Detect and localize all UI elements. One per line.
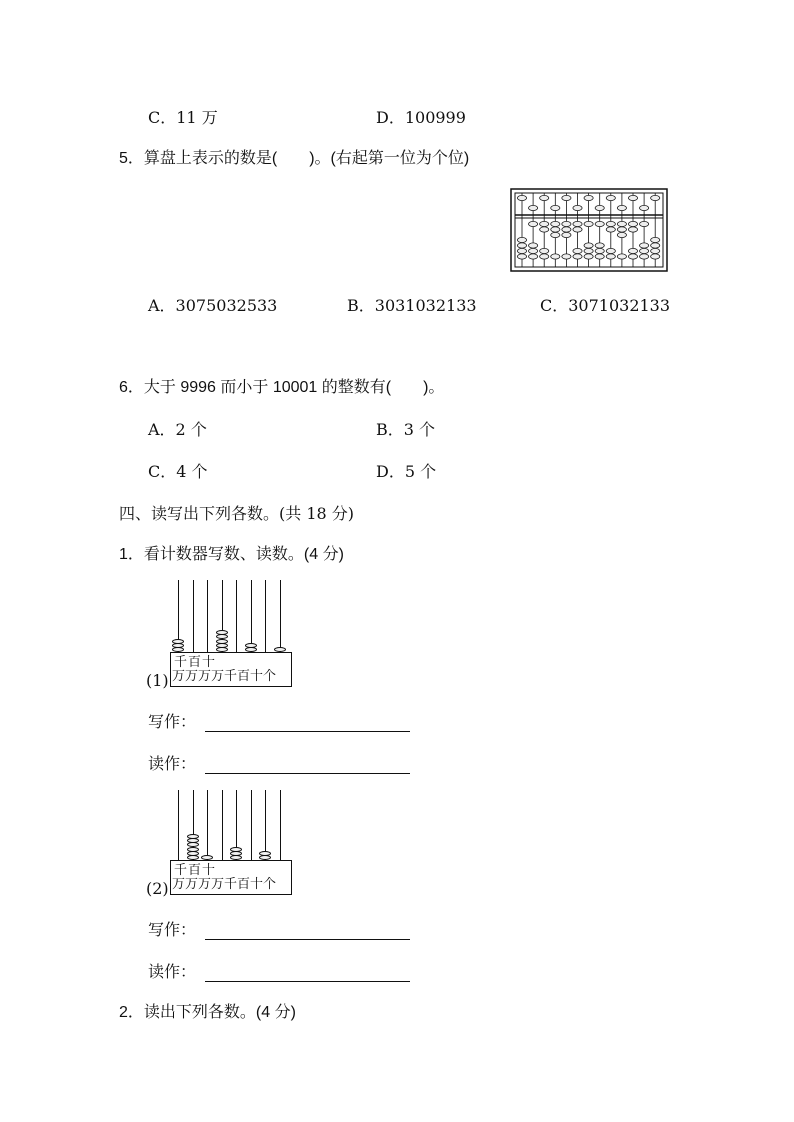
abacus-bead: [606, 254, 615, 259]
abacus-bead: [606, 221, 615, 226]
abacus-bead: [595, 243, 604, 248]
abacus-bead: [617, 232, 626, 237]
q5-option-a: A．3075032533: [148, 296, 278, 315]
abacus-bead: [584, 221, 593, 226]
abacus-bead: [529, 254, 538, 259]
counter-1-bottom-label: 万万万万千百十个: [172, 669, 277, 684]
s4-question-2-text: 2．读出下列各数。(4 分): [119, 1004, 296, 1021]
abacus-image: [510, 188, 668, 272]
abacus-bead: [651, 237, 660, 242]
write-label-2: 写作：: [148, 920, 197, 939]
abacus-bead: [573, 254, 582, 259]
q5-option-b: B．3031032133: [347, 296, 477, 315]
abacus-bead: [551, 254, 560, 259]
abacus-bead: [540, 221, 549, 226]
counter-rod: [178, 790, 179, 860]
q6-option-a: A．2 个: [148, 420, 207, 439]
read-label-1: 读作：: [148, 754, 197, 773]
counting-frame-1: [146, 578, 296, 690]
abacus-bead: [651, 254, 660, 259]
counter-rod: [280, 580, 281, 652]
counter-2-bottom-label: 万万万万千百十个: [172, 877, 277, 892]
counter-bead: [245, 643, 257, 648]
counter-bead: [187, 834, 199, 839]
abacus-bead: [529, 205, 538, 210]
counter-rod: [251, 790, 252, 860]
abacus-bead: [573, 227, 582, 232]
abacus-bead: [584, 254, 593, 259]
abacus-bead: [529, 248, 538, 253]
abacus-bead: [595, 205, 604, 210]
q6-option-b: B．3 个: [376, 420, 436, 439]
counter-rod: [265, 580, 266, 652]
abacus-bead: [551, 227, 560, 232]
abacus-bead: [595, 254, 604, 259]
abacus-bead: [640, 248, 649, 253]
counter-rod: [222, 790, 223, 860]
write-label-1: 写作：: [148, 712, 197, 731]
abacus-bead: [562, 221, 571, 226]
abacus-bead: [540, 248, 549, 253]
abacus-bead: [562, 254, 571, 259]
read-answer-line-2[interactable]: [205, 981, 410, 982]
abacus-bead: [640, 205, 649, 210]
abacus-bead: [606, 227, 615, 232]
abacus-bead: [529, 243, 538, 248]
counter-rod: [265, 790, 266, 860]
abacus-bead: [573, 248, 582, 253]
abacus-bead: [595, 221, 604, 226]
counter-bead: [230, 847, 242, 852]
abacus-bead: [573, 221, 582, 226]
abacus-bead: [584, 195, 593, 200]
counter-bead: [216, 639, 228, 644]
counter-bead: [201, 855, 213, 860]
abacus-bead: [584, 243, 593, 248]
abacus-bead: [595, 248, 604, 253]
counter-rod: [280, 790, 281, 860]
abacus-bead: [584, 248, 593, 253]
abacus-bead: [551, 232, 560, 237]
abacus-bead: [640, 221, 649, 226]
counter-rod: [193, 580, 194, 652]
abacus-bead: [628, 195, 637, 200]
abacus-bead: [628, 221, 637, 226]
counter-1-top-label: 千百十: [174, 655, 217, 670]
abacus-bead: [628, 254, 637, 259]
abacus-bead: [517, 248, 526, 253]
abacus-bead: [562, 232, 571, 237]
abacus-bead: [640, 243, 649, 248]
counter-bead: [172, 639, 184, 644]
abacus-bead: [529, 221, 538, 226]
abacus-bead: [517, 195, 526, 200]
abacus-bead: [628, 248, 637, 253]
q6-option-c: C．4 个: [148, 462, 208, 481]
abacus-bead: [573, 205, 582, 210]
abacus-bead: [617, 254, 626, 259]
abacus-bead: [517, 254, 526, 259]
abacus-bead: [551, 205, 560, 210]
counter-rod: [207, 580, 208, 652]
abacus-bead: [551, 221, 560, 226]
abacus-bead: [617, 221, 626, 226]
abacus-bead: [517, 237, 526, 242]
abacus-bead: [628, 227, 637, 232]
abacus-bead: [540, 195, 549, 200]
abacus-bead: [617, 227, 626, 232]
section-4-heading: 四、读写出下列各数。(共 18 分): [119, 504, 355, 523]
option-d-prev: D．100999: [376, 108, 466, 127]
counter-bead: [259, 851, 271, 856]
counter-rod: [251, 580, 252, 652]
abacus-bead: [651, 195, 660, 200]
abacus-bead: [617, 205, 626, 210]
write-answer-line-2[interactable]: [205, 939, 410, 940]
q6-option-d: D．5 个: [376, 462, 437, 481]
abacus-bead: [517, 243, 526, 248]
counter-rod: [236, 580, 237, 652]
write-answer-line-1[interactable]: [205, 731, 410, 732]
abacus-bead: [562, 227, 571, 232]
abacus-bead: [640, 254, 649, 259]
counter-bead: [274, 647, 286, 652]
abacus-bead: [651, 248, 660, 253]
q5-option-c: C．3071032133: [540, 296, 671, 315]
counter-2-label: (2): [146, 879, 169, 898]
abacus-bead: [606, 248, 615, 253]
counter-bead: [216, 630, 228, 635]
question-5-text: 5．算盘上表示的数是( )。(右起第一位为个位): [119, 150, 470, 167]
read-label-2: 读作：: [148, 962, 197, 981]
counter-1-label: (1): [146, 671, 169, 690]
counter-bead: [187, 847, 199, 852]
question-6-text: 6．大于 9996 而小于 10001 的整数有( )。: [119, 379, 445, 396]
abacus-bead: [606, 195, 615, 200]
read-answer-line-1[interactable]: [205, 773, 410, 774]
s4-question-1-text: 1．看计数器写数、读数。(4 分): [119, 546, 344, 563]
abacus-bead: [540, 227, 549, 232]
abacus-bead: [562, 195, 571, 200]
option-c-prev: C．11 万: [148, 108, 218, 127]
abacus-bead: [651, 243, 660, 248]
counter-rod: [207, 790, 208, 860]
counter-2-top-label: 千百十: [174, 863, 217, 878]
counting-frame-2: [146, 788, 296, 898]
abacus-bead: [540, 254, 549, 259]
